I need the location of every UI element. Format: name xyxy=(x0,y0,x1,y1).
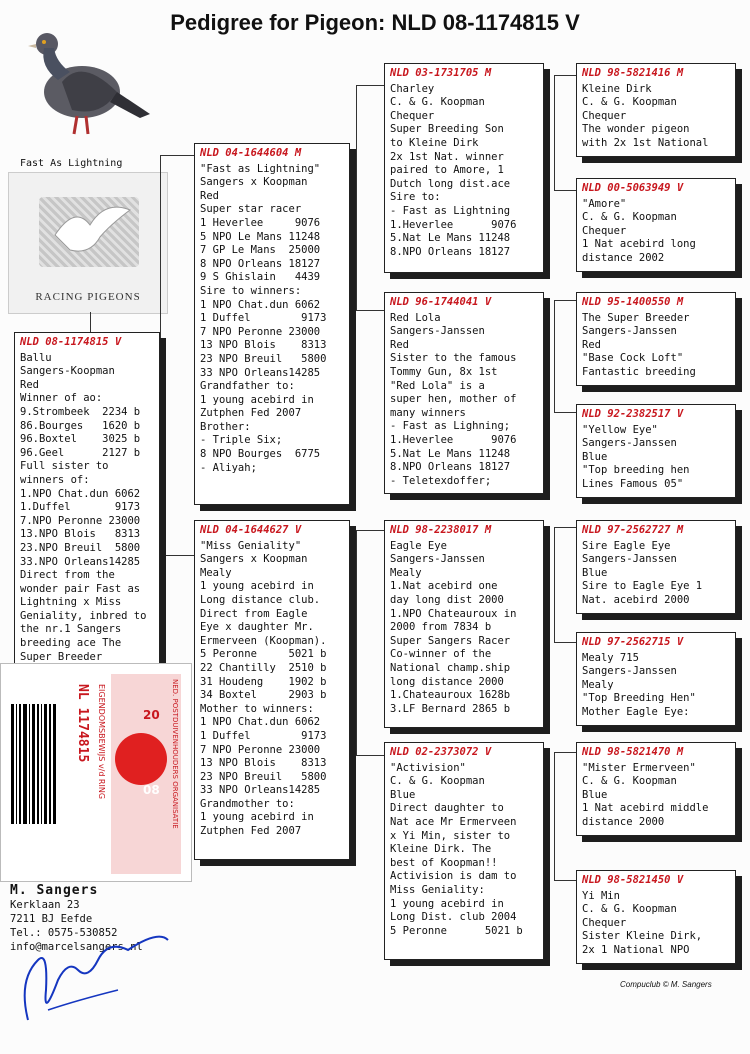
text-line: Lightning x Miss xyxy=(20,596,122,609)
text-line: Tommy Gun, 8x 1st xyxy=(390,365,498,378)
text-line: Mealy 715 xyxy=(582,651,639,664)
text-line: 23.NPO Breuil 5800 xyxy=(20,541,141,554)
text-line: "Amore" xyxy=(582,197,627,210)
text-line: 5 Peronne 5021 b xyxy=(390,924,523,937)
text-line: 1 Duffel 9173 xyxy=(200,729,327,742)
text-line: Mother Eagle Eye: xyxy=(582,705,690,718)
text-line: Activision is dam to xyxy=(390,870,517,883)
text-line: "Mister Ermerveen" xyxy=(582,761,696,774)
text-line: 22 Chantilly 2510 b xyxy=(200,661,327,674)
text-line: Super Breeder xyxy=(20,650,103,663)
pedigree-text xyxy=(20,352,155,665)
text-line: 8 NPO Bourges 6775 xyxy=(200,448,321,461)
ring-number: NLD 97-2562727 M xyxy=(582,524,684,536)
text-line: "Base Cock Loft" xyxy=(582,352,684,365)
text-line: - Fast as Lighning; xyxy=(390,420,511,433)
text-line: Direct from Eagle xyxy=(200,607,308,620)
svg-text:08: 08 xyxy=(143,783,160,797)
text-line: 9.Strombeek 2234 b xyxy=(20,405,141,418)
pedigree-text xyxy=(390,312,539,489)
text-line: Sangers-Janssen xyxy=(582,553,677,566)
text-line: Red xyxy=(582,338,601,351)
text-line: Full sister to xyxy=(20,460,109,473)
text-line: 7 NPO Peronne 23000 xyxy=(200,325,321,338)
text-line: 1 Heverlee 9076 xyxy=(200,216,321,229)
text-line: Red xyxy=(390,338,409,351)
text-line: to Kleine Dirk xyxy=(390,136,479,149)
text-line: Sangers-Janssen xyxy=(390,553,485,566)
text-line: Fantastic breeding xyxy=(582,365,696,378)
sire-dam-dam-card xyxy=(576,404,736,498)
text-line: 1.Heverlee 9076 xyxy=(390,218,517,231)
dam-sire-sire-card xyxy=(576,520,736,614)
text-line: 34 Boxtel 2903 b xyxy=(200,689,327,702)
text-line: 9 S Ghislain 4439 xyxy=(200,271,321,284)
footer-credit: Compuclub © M. Sangers xyxy=(620,980,712,989)
connector-line xyxy=(160,555,194,556)
ring-number: NLD 03-1731705 M xyxy=(390,67,492,79)
text-line: C. & G. Koopman xyxy=(582,903,677,916)
text-line: Co-winner of the xyxy=(390,648,492,661)
text-line: 1 NPO Chat.dun 6062 xyxy=(200,716,321,729)
text-line: Sister to the famous xyxy=(390,352,517,365)
dam-sire-card xyxy=(384,520,544,728)
racing-pigeons-logo xyxy=(8,172,168,314)
text-line: Direct daughter to xyxy=(390,802,504,815)
text-line: super hen, mother of xyxy=(390,393,517,406)
text-line: Brother: xyxy=(200,420,251,433)
text-line: 5.Nat Le Mans 11248 xyxy=(390,232,511,245)
owner-city: 7211 BJ Eefde xyxy=(10,913,93,925)
text-line: 7.NPO Peronne 23000 xyxy=(20,514,141,527)
text-line: Red xyxy=(200,189,219,202)
text-line: 1.NPO Chateauroux in xyxy=(390,607,517,620)
owner-address: Kerklaan 23 xyxy=(10,899,80,911)
sire-dam-sire-card xyxy=(576,292,736,386)
text-line: Chequer xyxy=(390,109,435,122)
text-line: Sangers-Janssen xyxy=(582,437,677,450)
text-line: Mealy xyxy=(582,678,614,691)
text-line: The wonder pigeon xyxy=(582,123,690,136)
text-line: Miss Geniality: xyxy=(390,883,485,896)
bird-caption: Fast As Lightning xyxy=(20,158,123,169)
text-line: breeding ace The xyxy=(20,637,122,650)
text-line: 1.Nat acebird one xyxy=(390,580,498,593)
text-line: C. & G. Koopman xyxy=(582,96,677,109)
text-line: "Fast as Lightning" xyxy=(200,162,321,175)
text-line: Sangers x Koopman xyxy=(200,553,308,566)
owner-phone: Tel.: 0575-530852 xyxy=(10,927,118,939)
text-line: Blue xyxy=(390,788,416,801)
connector-line xyxy=(554,300,576,301)
ring-number: NLD 98-2238017 M xyxy=(390,524,492,536)
svg-text:EIGENDOMSBEWIJS v/d RING: EIGENDOMSBEWIJS v/d RING xyxy=(97,684,106,800)
pedigree-text xyxy=(200,540,345,839)
text-line: 33 NPO Orleans14285 xyxy=(200,366,321,379)
text-line: C. & G. Koopman xyxy=(390,96,485,109)
text-line: 96.Boxtel 3025 b xyxy=(20,433,141,446)
text-line: Sire to: xyxy=(390,191,441,204)
text-line: Nat ace Mr Ermerveen xyxy=(390,815,517,828)
text-line: Super Sangers Racer xyxy=(390,634,511,647)
text-line: 13.NPO Blois 8313 xyxy=(20,528,141,541)
text-line: 5 NPO Le Mans 11248 xyxy=(200,230,321,243)
text-line: 3.LF Bernard 2865 b xyxy=(390,702,511,715)
owner-name: M. Sangers xyxy=(10,883,99,898)
connector-line xyxy=(554,190,576,191)
pedigree-text xyxy=(582,83,731,151)
sire-dam-card xyxy=(384,292,544,494)
text-line: The Super Breeder xyxy=(582,311,690,324)
pigeon-image xyxy=(22,22,152,152)
text-line: with 2x 1st National xyxy=(582,136,709,149)
text-line: Mealy xyxy=(390,566,422,579)
subject-card xyxy=(14,332,160,666)
ring-number: NLD 04-1644604 M xyxy=(200,147,302,159)
text-line: - Teletexdoffer; xyxy=(390,474,492,487)
text-line: 23 NPO Breuil 5800 xyxy=(200,770,327,783)
connector-line xyxy=(356,85,384,86)
sire-sire-card xyxy=(384,63,544,273)
ring-number: NLD 08-1174815 V xyxy=(20,336,122,348)
text-line: 13 NPO Blois 8313 xyxy=(200,757,327,770)
sire-card xyxy=(194,143,350,505)
connector-line xyxy=(356,85,357,310)
text-line: Long distance club. xyxy=(200,593,321,606)
text-line: 31 Houdeng 1902 b xyxy=(200,675,327,688)
ring-number: NLD 95-1400550 M xyxy=(582,296,684,308)
ring-number: NLD 98-5821450 V xyxy=(582,874,684,886)
page-title: Pedigree for Pigeon: NLD 08-1174815 V xyxy=(170,10,580,35)
text-line: distance 2002 xyxy=(582,251,665,264)
text-line: 1 NPO Chat.dun 6062 xyxy=(200,298,321,311)
text-line: 1.Chateauroux 1628b xyxy=(390,689,511,702)
connector-line xyxy=(554,300,555,412)
text-line: 2x 1st Nat. winner xyxy=(390,150,504,163)
owner-email: info@marcelsangers.nl xyxy=(10,941,143,953)
pedigree-text xyxy=(582,890,731,958)
text-line: Sire to Eagle Eye 1 xyxy=(582,580,703,593)
text-line: 1.NPO Chat.dun 6062 xyxy=(20,487,141,500)
signature-image xyxy=(8,920,178,1030)
ring-number: NLD 98-5821470 M xyxy=(582,746,684,758)
text-line: "Miss Geniality" xyxy=(200,539,302,552)
text-line: Blue xyxy=(582,450,608,463)
ring-number: NLD 00-5063949 V xyxy=(582,182,684,194)
text-line: Chequer xyxy=(582,916,627,929)
text-line: Super star racer xyxy=(200,203,302,216)
text-line: Long Dist. club 2004 xyxy=(390,911,517,924)
text-line: 8.NPO Orleans 18127 xyxy=(390,461,511,474)
text-line: 33 NPO Orleans14285 xyxy=(200,784,321,797)
text-line: Zutphen Fed 2007 xyxy=(200,407,302,420)
dam-sire-dam-card xyxy=(576,632,736,726)
svg-text:20: 20 xyxy=(143,708,160,722)
text-line: 2000 from 7834 b xyxy=(390,621,492,634)
svg-text:NL 1174815: NL 1174815 xyxy=(75,684,90,763)
dam-dam-sire-card xyxy=(576,742,736,836)
connector-line xyxy=(554,527,576,528)
text-line: C. & G. Koopman xyxy=(582,775,677,788)
text-line: 1 young acebird in xyxy=(200,811,314,824)
text-line: 1 young acebird in xyxy=(390,897,504,910)
ring-number: NLD 98-5821416 M xyxy=(582,67,684,79)
pedigree-text xyxy=(200,163,345,476)
pedigree-text xyxy=(582,762,731,830)
text-line: Yi Min xyxy=(582,889,620,902)
text-line: Grandfather to: xyxy=(200,380,295,393)
text-line: wonder pair Fast as xyxy=(20,582,141,595)
text-line: National champ.ship xyxy=(390,661,511,674)
ring-number: NLD 02-2373072 V xyxy=(390,746,492,758)
text-line: 1 Nat acebird long xyxy=(582,238,696,251)
text-line: Sangers-Janssen xyxy=(390,325,485,338)
pedigree-text xyxy=(582,424,731,492)
connector-line xyxy=(554,75,576,76)
text-line: many winners xyxy=(390,406,466,419)
dam-card xyxy=(194,520,350,860)
text-line: Grandmother to: xyxy=(200,797,295,810)
connector-line xyxy=(160,155,194,156)
connector-line xyxy=(356,530,357,755)
svg-text:NED. POSTDUIVENHOUDERS ORGANIS: NED. POSTDUIVENHOUDERS ORGANISATIE xyxy=(171,679,179,829)
text-line: paired to Amore, 1 xyxy=(390,164,504,177)
text-line: Lines Famous 05" xyxy=(582,477,684,490)
text-line: - Triple Six; xyxy=(200,434,283,447)
dam-dam-card xyxy=(384,742,544,960)
text-line: the nr.1 Sangers xyxy=(20,623,122,636)
text-line: 96.Geel 2127 b xyxy=(20,446,141,459)
text-line: C. & G. Koopman xyxy=(390,775,485,788)
text-line: Winner of ao: xyxy=(20,392,103,405)
ring-number: NLD 97-2562715 V xyxy=(582,636,684,648)
text-line: 1 young acebird in xyxy=(200,580,314,593)
pedigree-text xyxy=(390,540,539,717)
text-line: Chequer xyxy=(582,109,627,122)
text-line: Eagle Eye xyxy=(390,539,447,552)
text-line: 5.Nat Le Mans 11248 xyxy=(390,447,511,460)
text-line: Blue xyxy=(582,566,608,579)
connector-line xyxy=(554,880,576,881)
text-line: Sangers-Koopman xyxy=(20,365,115,378)
text-line: - Aliyah; xyxy=(200,461,257,474)
logo-text: RACING PIGEONS xyxy=(35,291,141,303)
text-line: "Top Breeding Hen" xyxy=(582,692,696,705)
text-line: 1.Heverlee 9076 xyxy=(390,433,517,446)
text-line: 5 Peronne 5021 b xyxy=(200,648,327,661)
pedigree-text xyxy=(582,652,731,720)
text-line: "Top breeding hen xyxy=(582,464,690,477)
text-line: Geniality, inbred to xyxy=(20,609,147,622)
ring-number: NLD 92-2382517 V xyxy=(582,408,684,420)
text-line: Kleine Dirk xyxy=(582,82,652,95)
text-line: 86.Bourges 1620 b xyxy=(20,419,141,432)
text-line: 2x 1 National NPO xyxy=(582,943,690,956)
sire-sire-dam-card xyxy=(576,178,736,272)
connector-line xyxy=(356,310,384,311)
connector-line xyxy=(356,530,384,531)
connector-line xyxy=(554,642,576,643)
text-line: 7 GP Le Mans 25000 xyxy=(200,244,321,257)
connector-line xyxy=(554,752,576,753)
connector-line xyxy=(554,527,555,642)
connector-line xyxy=(554,412,576,413)
text-line: Charley xyxy=(390,82,435,95)
dam-dam-dam-card xyxy=(576,870,736,964)
text-line: Sire Eagle Eye xyxy=(582,539,671,552)
ring-number: NLD 96-1744041 V xyxy=(390,296,492,308)
text-line: Ballu xyxy=(20,351,52,364)
text-line: "Red Lola" is a xyxy=(390,379,485,392)
pedigree-text xyxy=(582,540,731,608)
text-line: best of Koopman!! xyxy=(390,856,498,869)
text-line: Mother to winners: xyxy=(200,702,314,715)
text-line: - Fast as Lightning xyxy=(390,204,511,217)
text-line: C. & G. Koopman xyxy=(582,211,677,224)
text-line: x Yi Min, sister to xyxy=(390,829,511,842)
dove-icon xyxy=(45,195,135,265)
text-line: Red Lola xyxy=(390,311,441,324)
text-line: Zutphen Fed 2007 xyxy=(200,825,302,838)
text-line: Red xyxy=(20,378,39,391)
text-line: Ermerveen (Koopman). xyxy=(200,634,327,647)
text-line: "Activision" xyxy=(390,761,466,774)
text-line: Sister Kleine Dirk, xyxy=(582,930,703,943)
text-line: Super Breeding Son xyxy=(390,123,504,136)
text-line: Kleine Dirk. The xyxy=(390,843,492,856)
ring-card-graphic xyxy=(1,664,191,881)
pedigree-text xyxy=(582,198,731,266)
connector-line xyxy=(160,155,161,555)
text-line: "Yellow Eye" xyxy=(582,423,658,436)
text-line: Nat. acebird 2000 xyxy=(582,593,690,606)
text-line: 13 NPO Blois 8313 xyxy=(200,339,327,352)
text-line: 8 NPO Orleans 18127 xyxy=(200,257,321,270)
text-line: 1.Duffel 9173 xyxy=(20,501,141,514)
text-line: 1 young acebird in xyxy=(200,393,314,406)
pedigree-text xyxy=(582,312,731,380)
text-line: Chequer xyxy=(582,224,627,237)
text-line: Blue xyxy=(582,788,608,801)
connector-line xyxy=(554,75,555,190)
text-line: 7 NPO Peronne 23000 xyxy=(200,743,321,756)
sire-sire-sire-card xyxy=(576,63,736,157)
pedigree-text xyxy=(390,83,539,260)
text-line: Sangers-Janssen xyxy=(582,325,677,338)
text-line: Sangers-Janssen xyxy=(582,665,677,678)
text-line: Sangers x Koopman xyxy=(200,176,308,189)
text-line: distance 2000 xyxy=(582,815,665,828)
connector-line xyxy=(554,752,555,880)
ring-number: NLD 04-1644627 V xyxy=(200,524,302,536)
pedigree-text xyxy=(390,762,539,939)
connector-line xyxy=(356,755,384,756)
text-line: Dutch long dist.ace xyxy=(390,177,511,190)
text-line: winners of: xyxy=(20,473,90,486)
text-line: Sire to winners: xyxy=(200,284,302,297)
text-line: 1 Nat acebird middle xyxy=(582,802,709,815)
text-line: Eye x daughter Mr. xyxy=(200,621,314,634)
text-line: 23 NPO Breuil 5800 xyxy=(200,352,327,365)
text-line: day long dist 2000 xyxy=(390,593,504,606)
ring-ownership-card xyxy=(0,663,192,882)
text-line: 8.NPO Orleans 18127 xyxy=(390,245,511,258)
text-line: 1 Duffel 9173 xyxy=(200,312,327,325)
text-line: long distance 2000 xyxy=(390,675,504,688)
text-line: Mealy xyxy=(200,566,232,579)
text-line: Direct from the xyxy=(20,569,115,582)
text-line: 33.NPO Orleans14285 xyxy=(20,555,141,568)
